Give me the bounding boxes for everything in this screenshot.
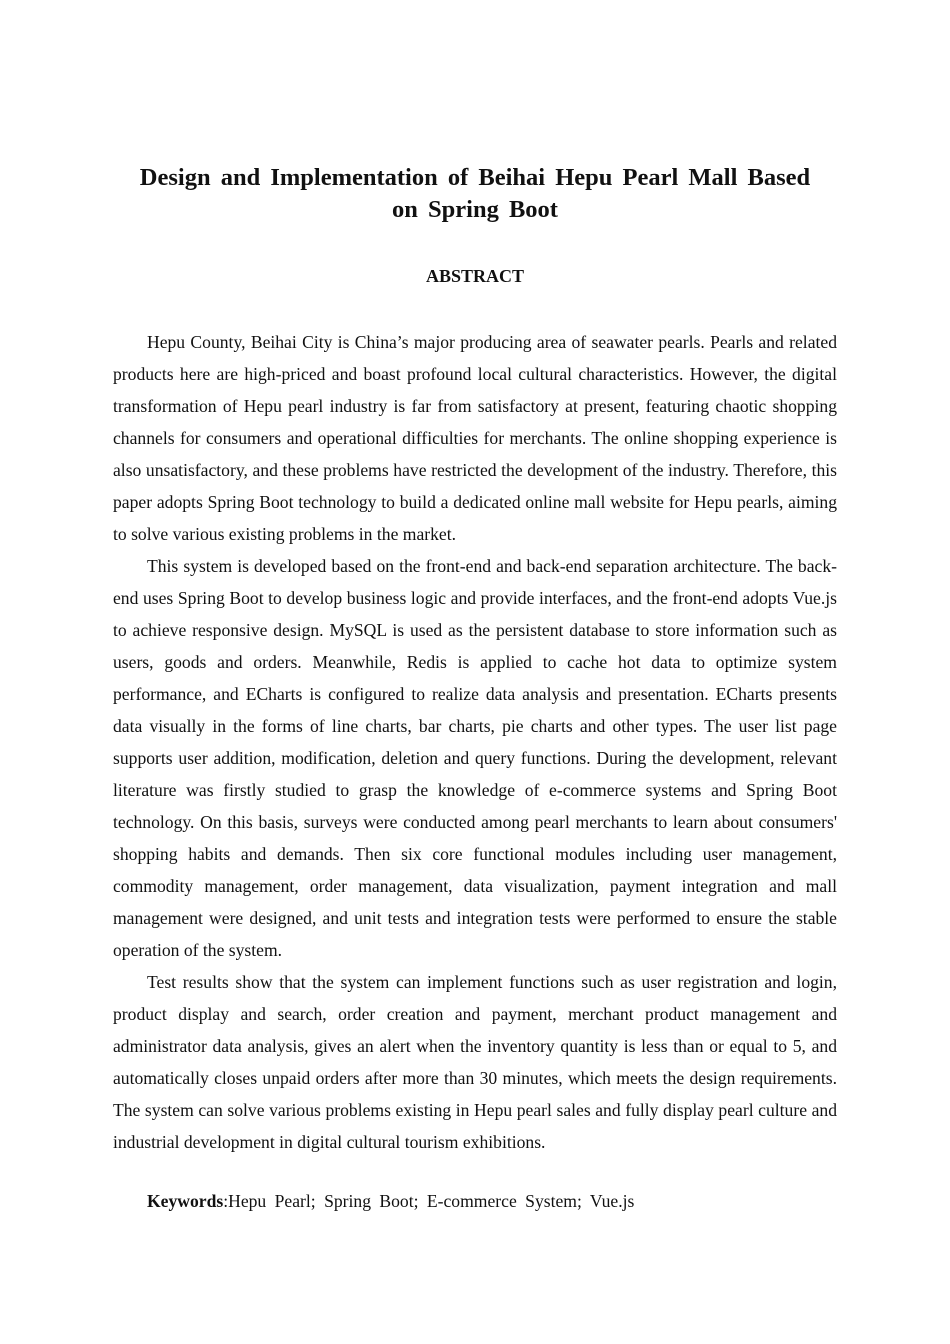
paper-title-line-1: Design and Implementation of Beihai Hepu Pearl Mall Based bbox=[139, 164, 811, 191]
abstract-paragraph-1: Hepu County, Beihai City is China’s major producing area of seawater pearls. Pearls and related products here are high-priced and boast profound local cultural characteristics. However, the digital transformation of Hepu pearl industry is far from satisfactory at present, featuring chaotic shopping channels for consumers and operational difficulties for merchants. The online shopping experience is also unsatisfactory, and these problems have restricted the development of the industry. Therefore, this paper adopts Spring Boot technology to build a dedicated online mall website for Hepu pearls, aiming to solve various existing problems in the market. bbox=[113, 332, 837, 544]
paper-title bbox=[113, 162, 837, 226]
abstract-paragraph-3: Test results show that the system can implement functions such as user registration and login, product display and search, order creation and payment, merchant product management and administrator data analysis, gives an alert when the inventory quantity is less than or equal to 5, and automatically closes unpaid orders after more than 30 minutes, which meets the design requirements. The system can solve various problems existing in Hepu pearl sales and fully display pearl culture and industrial development in digital cultural tourism exhibitions. bbox=[113, 972, 837, 1152]
keywords-label: Keywords bbox=[147, 1191, 224, 1211]
abstract-paragraph-2: This system is developed based on the front-end and back-end separation architecture. The back-end uses Spring Boot to develop business logic and provide interfaces, and the front-end adopts Vue.js to achieve responsive design. MySQL is used as the persistent database to store information such as users, goods and orders. Meanwhile, Redis is applied to cache hot data to optimize system performance, and ECharts is configured to realize data analysis and presentation. ECharts presents data visually in the forms of line charts, bar charts, pie charts and other types. The user list page supports user addition, modification, deletion and query functions. During the development, relevant literature was firstly studied to grasp the knowledge of e-commerce systems and Spring Boot technology. On this basis, surveys were conducted among pearl merchants to learn about consumers' shopping habits and demands. Then six core functional modules including user management, commodity management, order management, data visualization, payment integration and mall management were designed, and unit tests and integration tests were performed to ensure the stable operation of the system. bbox=[113, 556, 837, 960]
keywords-line bbox=[147, 1185, 837, 1217]
abstract-heading: ABSTRACT bbox=[425, 266, 525, 286]
abstract-body bbox=[113, 326, 837, 1158]
keywords-text: :Hepu Pearl; Spring Boot; E-commerce System; Vue.js bbox=[223, 1191, 635, 1211]
paper-title-line-2: on Spring Boot bbox=[392, 196, 558, 223]
